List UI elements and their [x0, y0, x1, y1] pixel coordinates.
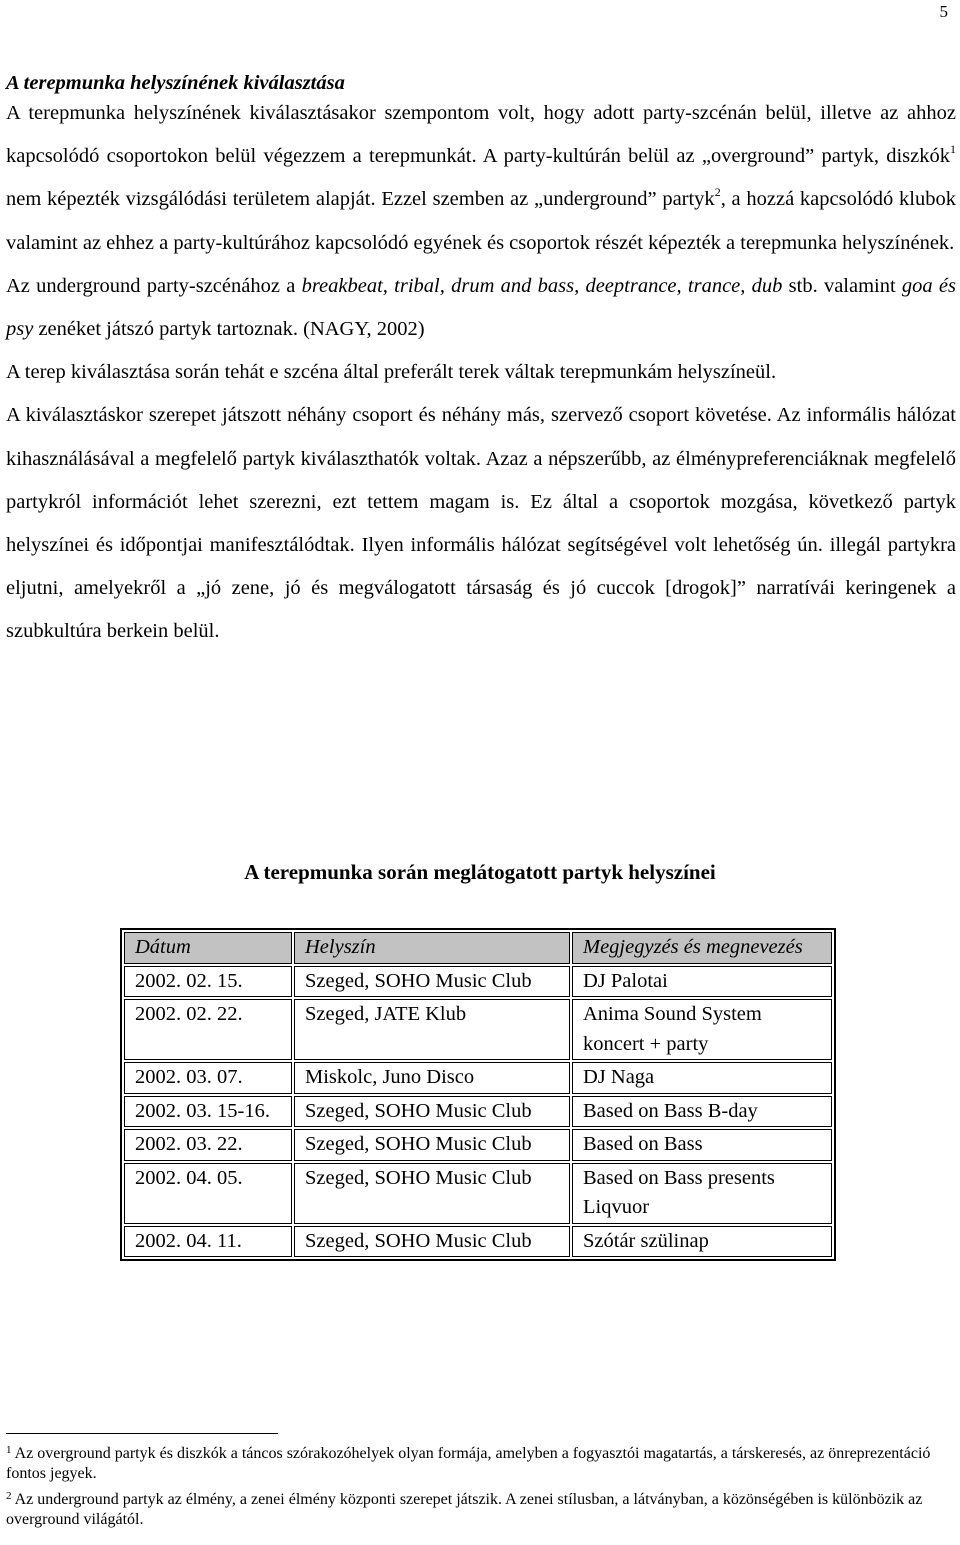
header-note: Megjegyzés és megnevezés	[572, 932, 832, 964]
paragraph-2-text-c: zenéket játszó partyk tartoznak. (NAGY, 2002)	[33, 318, 425, 341]
cell-place: Szeged, JATE Klub	[294, 999, 570, 1060]
cell-note: Based on Bass presents Liqvuor	[572, 1163, 832, 1224]
paragraph-3: A terep kiválasztása során tehát e szcéna által preferált terek váltak terepmunkám helyszíneül.	[6, 361, 777, 384]
table-header-row	[124, 932, 832, 964]
page-number: 5	[939, 2, 948, 21]
cell-note: DJ Palotai	[572, 966, 832, 998]
footnote-2-text: Az underground partyk az élmény, a zenei élmény központi szerepet játszik. A zenei stílusban, a látványban, a közönségében is különbözik az overground világától.	[6, 1491, 923, 1528]
cell-place: Miskolc, Juno Disco	[294, 1062, 570, 1094]
paragraph-1-text-b: nem képezték vizsgálódási területem alapját. Ezzel szemben az „underground” partyk	[6, 188, 715, 211]
cell-place: Szeged, SOHO Music Club	[294, 1226, 570, 1258]
cell-place: Szeged, SOHO Music Club	[294, 1129, 570, 1161]
paragraph-4: A kiválasztáskor szerepet játszott néhány csoport és néhány más, szervező csoport követése. Az informális hálózat kihasználásával a megfelelő partyk kiválaszthatók voltak. Azaz a népszerűbb, az élménypreferenciáknak megfelelő partykról információt lehet szerezni, ezt tettem magam is. Ez által a csoportok mozgása, következő partyk helyszínei és időpontjai manifesztálódtak. Ilyen informális hálózat segítségével volt lehetőség ún. illegál partykra eljutni, amelyekről a „jó zene, jó és megválogatott társaság és jó cuccok [drogok]” narratívái keringenek a szubkultúra berkein belül.	[6, 404, 956, 643]
cell-date: 2002. 03. 07.	[124, 1062, 292, 1094]
cell-date: 2002. 03. 15-16.	[124, 1096, 292, 1128]
table-row	[124, 1096, 832, 1128]
table-row	[124, 1129, 832, 1161]
footnote-ref-2[interactable]: 2	[714, 185, 721, 200]
section-heading: A terepmunka helyszínének kiválasztása	[6, 72, 345, 94]
footnote-1-mark: 1	[6, 1444, 12, 1456]
table-row	[124, 999, 832, 1060]
cell-place: Szeged, SOHO Music Club	[294, 1163, 570, 1224]
paragraph-2-text-a: Az underground party-szcénához a	[6, 274, 302, 297]
footnote-ref-1[interactable]: 1	[950, 142, 956, 157]
table-row	[124, 1062, 832, 1094]
cell-note: Szótár szülinap	[572, 1226, 832, 1258]
paragraph-1-text-a: A terepmunka helyszínének kiválasztásakor szempontom volt, hogy adott party-szcénán belül, illetve az ahhoz kapcsolódó csoportokon belül végezzem a terepmunkát. A party-kultúrán belül az „overground” partyk, diszkók	[6, 102, 956, 168]
footnote-1	[6, 1444, 954, 1484]
events-table-grid	[120, 928, 836, 1261]
cell-date: 2002. 03. 22.	[124, 1129, 292, 1161]
cell-date: 2002. 02. 22.	[124, 999, 292, 1060]
footnote-1-text: Az overground partyk és diszkók a táncos szórakozóhelyek olyan formája, amelyben a fogyasztói magatartás, a társkeresés, az önreprezentáció fontos jegyek.	[6, 1445, 931, 1482]
header-date: Dátum	[124, 932, 292, 964]
paragraph-2	[6, 265, 956, 351]
cell-date: 2002. 02. 15.	[124, 966, 292, 998]
footnote-separator	[6, 1433, 278, 1434]
cell-note: Anima Sound System koncert + party	[572, 999, 832, 1060]
paragraph-1	[6, 92, 956, 265]
cell-date: 2002. 04. 05.	[124, 1163, 292, 1224]
events-table	[120, 928, 836, 1261]
cell-date: 2002. 04. 11.	[124, 1226, 292, 1258]
cell-note: DJ Naga	[572, 1062, 832, 1094]
header-place: Helyszín	[294, 932, 570, 964]
paragraph-1-text-c: , a hozzá kapcsolódó klubok valamint az ehhez a party-kultúrához kapcsolódó egyének és csoportok részét képezték a terepmunka helyszínének.	[6, 188, 956, 254]
genre-list-2: goa és psy	[6, 274, 956, 341]
footnote-2-mark: 2	[6, 1490, 12, 1502]
body-text	[6, 92, 956, 654]
genre-list: breakbeat, tribal, drum and bass, deeptrance, trance, dub	[301, 274, 783, 297]
table-title: A terepmunka során meglátogatott partyk helyszínei	[244, 860, 716, 884]
cell-note: Based on Bass	[572, 1129, 832, 1161]
cell-note: Based on Bass B-day	[572, 1096, 832, 1128]
footnote-2	[6, 1490, 954, 1530]
cell-place: Szeged, SOHO Music Club	[294, 1096, 570, 1128]
table-row	[124, 1226, 832, 1258]
table-row	[124, 1163, 832, 1224]
paragraph-2-text-b: stb. valamint	[782, 274, 902, 297]
footnotes	[6, 1444, 954, 1536]
cell-place: Szeged, SOHO Music Club	[294, 966, 570, 998]
table-row	[124, 966, 832, 998]
